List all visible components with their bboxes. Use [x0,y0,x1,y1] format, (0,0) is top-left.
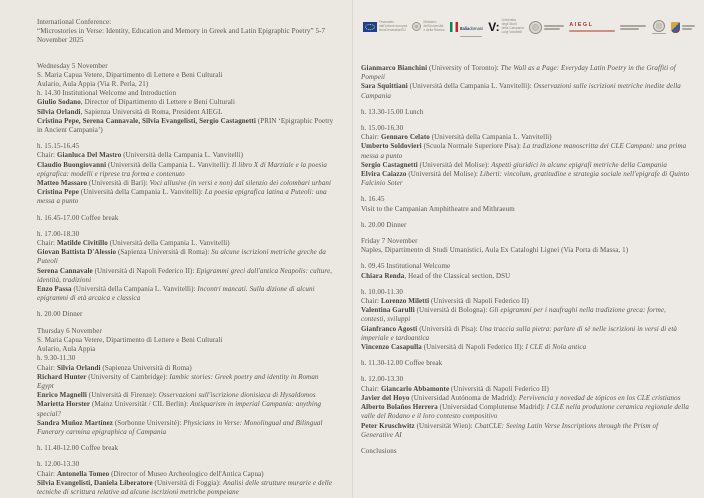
vanvitelli-university-logo: V: Università degli Studi della Campania Luigi Vanvitelli [488,18,524,34]
program-line [37,98,335,107]
mur-logo-text: Ministero [423,20,437,25]
program-line [361,447,692,456]
program-text-segment: La tradizione manoscritta dei CLE Campani: una prima messa a punto [361,142,687,160]
program-text-segment: , Head of the Classical section, DSU [404,271,511,280]
program-line [37,188,335,206]
program-text-segment: Gianluca Del Mastro [56,151,122,160]
program-line [37,248,335,266]
program-text-segment: Serena Cannavale [37,266,93,275]
program-text-segment: Vincenzo Casapulla [361,343,422,352]
program-line [361,272,692,281]
program-text-segment: (Università di Bologna): [414,306,490,315]
program-text-segment: Chair: [37,151,57,160]
program-block [361,288,692,352]
program-block [37,18,335,46]
program-text-segment: (Università della Campania L. Vanvitelli): [71,285,198,294]
program-text-segment: Liberti: vincolum, gratitudine e strategia sociale nell'epigrafe di Quinto Falcinio Soter [361,170,690,188]
program-text-segment: Chair: [361,133,381,142]
program-text-segment: , Sapienza Università di Roma, President AIEGL [80,107,223,116]
program-text-segment: (University of Cambridge): [86,372,170,381]
program-line [37,444,335,453]
museum-seal-logo [652,20,666,35]
program-text-segment: h. 20.00 Dinner [37,310,83,319]
program-text-segment: (Università della Campania L. Vanvitelli) [121,151,244,160]
program-text-segment: Una traccia sulla pietra: parlare di sé nelle iscrizioni in versi di età imperiale e tardoantica [361,324,678,342]
program-text-segment: Giancarlo Abbamonte [380,384,450,393]
institution-text-logo [620,24,646,30]
program-line [37,391,335,400]
program-text-segment: ChatCLE: Seeing Latin Verse Inscriptions through the Prism of Generative AI [361,421,659,439]
logo-strip [363,14,695,40]
program-text-segment: Incontri mancati. Sulla dizione di alcuni epigrammi di età arcaica e classica [37,285,315,303]
program-line [37,400,335,418]
program-line [361,262,692,271]
program-line [37,161,335,179]
program-line [37,80,335,89]
program-line [37,239,335,248]
program-line [37,354,335,363]
program-line [361,403,692,421]
program-block [37,230,335,304]
logo-text-bar [544,25,564,27]
logo-text-bar [620,25,646,27]
program-text-segment: (Università di Napoli Federico II): [92,266,197,275]
program-block [37,444,335,453]
program-line [361,142,692,160]
program-text-segment: La poesia epigrafica latina a Puteoli: una messa a punto [37,188,327,206]
program-line [37,364,335,373]
program-text-segment: Iambic stories: Greek poetry and identity in Roman Egypt [37,372,319,390]
program-text-segment: Chair: [361,384,381,393]
program-text-segment: (Università di Foggia): [152,478,223,487]
program-text-segment: , Director of Dipartimento di Lettere e Beni Culturali [80,98,236,107]
program-line [361,64,692,82]
aiegl-logo [569,22,615,31]
program-text-segment: I CLE di Nola antica [525,343,587,352]
program-text-segment: Javier del Hoyo [361,393,410,402]
program-text-segment: “Microstories in Verse: Identity, Education and Memory in Greek and Latin Epigraphic Poetry” 5-7 November 2025 [37,27,326,45]
program-text-segment: Silvia Evangelisti, Daniela Liberatore [37,478,153,487]
program-line [361,385,692,394]
program-text-segment: (Università della Campania L. Vanvitelli) [107,239,230,248]
program-text-segment: h. 13.30-15.00 Lunch [361,107,424,116]
program-block [361,124,692,188]
program-text-segment: Epigrammi greci dall'antica Neapolis: culture, identità, tradizioni [37,266,333,284]
program-text-segment: (Universidad Complutense Madrid): [437,403,547,412]
program-line [37,117,335,135]
program-text-segment: Wednesday 5 November [37,61,108,70]
program-text-segment: (Università della Campania L. Vanvitelli) [429,133,552,142]
program-text-segment: (Mainz Universität / CIL Berlin): [90,400,191,409]
program-text-segment: (Sapienza Università di Roma) [100,363,192,372]
museum-seal-icon [653,20,665,32]
program-text-segment: Enzo Passa [37,285,72,294]
university-seal-icon [529,21,542,34]
program-block [37,62,335,136]
program-column-right [361,64,692,456]
program-block [361,108,692,117]
program-block [361,237,692,255]
program-text-segment: Valentina Garulli [361,306,415,315]
program-text-segment: The Wall as a Page: Everyday Latin Poetry in the Graffiti of Pompeii [361,64,676,82]
program-text-segment: (Università di Napoli Federico II) [449,384,549,393]
program-line [361,237,692,246]
program-line [37,89,335,98]
program-text-segment: (Director of Museo Archeologico dell'Antica Capua) [109,469,264,478]
program-text-segment: Aulario, Aula Appia [37,345,96,354]
program-block [361,64,692,101]
program-block [37,327,335,437]
program-text-segment: (Università della Campania L. Vanvitelli): [78,188,205,197]
program-block [361,375,692,439]
program-line [361,205,692,214]
program-text-segment: Gennaro Celato [380,133,430,142]
program-text-segment: S. Maria Capua Vetere, Dipartimento di Lettere e Beni Culturali [37,335,223,344]
program-text-segment: Analisi delle strutture murarie e delle tecniche di scrittura relative ad alcune iscrizioni metriche pompeiane [37,478,333,496]
eu-flag-icon [363,22,377,32]
program-line [37,479,335,497]
program-line [361,221,692,230]
program-line [37,470,335,479]
program-line [37,327,335,336]
program-text-segment: Sergio Castagnetti [361,160,418,169]
program-text-segment: Chair: [37,363,57,372]
program-text-segment: Giulio Sodano [37,98,81,107]
program-text-segment: h. 12.00-13.30 [361,375,404,384]
program-text-segment: Antonella Tomeo [56,469,110,478]
program-block [361,221,692,230]
university-crest-logo [671,22,695,33]
program-text-segment: (Università di Napoli Federico II) [429,297,529,306]
vanvitelli-mark: V: [488,20,500,34]
program-text-segment: Osservazioni sulle iscrizioni metriche inedite della Campania [361,82,681,100]
program-text-segment: (Università della Campania L. Vanvitelli): [407,82,534,91]
program-line [361,325,692,343]
tricolor-flag-icon [450,22,458,32]
program-text-segment: h. 17.00-18.30 [37,229,80,238]
program-block [37,214,335,223]
program-line [37,373,335,391]
program-text-segment: Aspetti giuridici in alcune epigrafi metriche della Campania [491,160,667,169]
program-text-segment: Chiara Renda [361,271,405,280]
program-text-segment: (Università di Pisa): [417,324,480,333]
program-text-segment: h. 09.45 Institutional Welcome [361,262,451,271]
program-column-left [37,18,335,497]
program-line [37,108,335,117]
italiadomani-text: Italia [459,25,470,31]
program-text-segment: Silvia Orlandi [56,363,101,372]
program-line [361,422,692,440]
program-text-segment: Voci allusive (in versi e non) dal silenzio dei colombari urbani [149,179,332,188]
eu-funding-logo: Finanziato dall'Unione europea NextGenerationEU [363,21,407,32]
aiegl-subtext-bar [569,30,615,32]
program-text-segment: Sandra Muñoz Martínez [37,418,113,427]
program-text-segment: (Scuola Normale Superiore Pisa): [421,142,523,151]
program-text-segment: (Università del Molise): [406,170,480,179]
program-line [361,133,692,142]
program-text-segment: Claudio Buongiovanni [37,160,107,169]
italiadomani-logo: Italiadomani [450,17,483,38]
vanvitelli-logo-text: Università [501,18,516,23]
program-text-segment: Chair: [37,239,57,248]
program-text-segment: (Università di Napoli Federico II): [421,343,526,352]
program-text-segment: h. 11.30-12.00 Coffee break [361,359,443,368]
program-text-segment: h. 16.45-17.00 Coffee break [37,213,119,222]
program-text-segment: International Conference: [37,18,112,26]
program-text-segment: Richard Hunter [37,372,87,381]
program-line [37,267,335,285]
program-block [361,447,692,456]
program-text-segment: Antiquarism in imperial Campania: anything special? [37,400,322,418]
program-text-segment: Friday 7 November [361,237,418,246]
program-text-segment: (University of Toronto): [427,64,501,72]
program-line [361,161,692,170]
program-text-segment: (PRIN ‘Epigraphic Poetry in Ancient Campania’) [37,116,334,135]
program-text-segment: h. 10.00-11.30 [361,287,403,296]
program-text-segment: Visit to the Campanian Amphitheatre and Mithraeum [361,204,515,213]
program-text-segment: Naples, Dipartimento di Studi Umanistici, Aula Ex Cataloghi Lignei (Via Porta di Massa, 1) [361,246,629,255]
program-text-segment: I CLE nella produzione ceramica regionale della valle del Rodano e il loro contesto compositivo [361,403,689,421]
program-line [37,142,335,151]
program-text-segment: Silvia Orlandi [37,107,81,116]
program-text-segment: Chair: [361,297,381,306]
program-text-segment: Gianfranco Agosti [361,324,418,333]
program-text-segment: h. 15.15-16.45 [37,142,80,151]
program-line [37,27,335,45]
program-text-segment: S. Maria Capua Vetere, Dipartimento di Lettere e Beni Culturali [37,70,223,79]
program-text-segment: Enrico Magnelli [37,391,87,400]
program-text-segment: Umberto Soldovieri [361,142,422,151]
program-text-segment: Thursday 6 November [37,326,102,335]
program-line [37,345,335,354]
program-block [361,195,692,213]
program-line [361,306,692,324]
program-text-segment: (Università di Bari): [87,179,150,188]
eu-logo-text: Finanziato [379,20,394,25]
ministry-university-research-logo: Ministero dell'Università e della Ricerca [412,21,444,32]
program-line [361,246,692,255]
program-text-segment: Physicians in Verse: Monolingual and Bilingual Funerary carmina epigraphica of Campania [37,418,323,436]
program-block [361,262,692,280]
program-text-segment: Pervivencia y novedad de tópicos en los CLE cristianos [518,393,681,402]
program-text-segment: Cristina Pepe, Serena Cannavale, Silvia Evangelisti, Sergio Castagnetti [37,116,256,125]
program-line [361,394,692,403]
program-line [37,214,335,223]
program-text-segment: Elvira Caiazzo [361,170,407,179]
program-text-segment: Gli epigrammi per i naufraghi nella tradizione greca: forme, contesti, sviluppi [361,306,666,324]
university-seal-logo [529,21,564,34]
program-line [361,124,692,133]
program-line [37,179,335,188]
crest-icon [671,22,680,33]
program-line [37,336,335,345]
program-text-segment: Chair: [37,469,57,478]
program-line [37,310,335,319]
program-text-segment: (Università del Molise): [417,160,492,169]
program-text-segment: Sara Squittiani [361,82,408,91]
program-text-segment: Aulario, Aula Appia (Via R. Perla, 21) [37,80,149,89]
program-line [361,375,692,384]
program-line [361,82,692,100]
program-text-segment: h. 9.30-11.30 [37,354,76,363]
program-text-segment: h. 12.00-13.30 [37,460,80,469]
program-line [361,297,692,306]
program-block [37,142,335,206]
program-line [37,71,335,80]
program-text-segment: Il libro X di Marziale e la poesia epigrafica: modelli e riprese tra forma e contenuto [37,160,327,178]
program-line [361,195,692,204]
program-block [37,310,335,319]
program-text-segment: (Sapienza Università di Roma): [116,248,212,257]
program-text-segment: h. 16.45 [361,195,385,204]
aiegl-text: AIEGL [569,22,594,29]
program-text-segment: h. 11.40-12.00 Coffee break [37,444,119,453]
program-line [361,359,692,368]
program-text-segment: Giovan Battista D'Alessio [37,248,117,257]
program-text-segment: h. 20.00 Dinner [361,220,407,229]
program-text-segment: Su alcune iscrizioni metriche greche da Puteoli [37,248,326,266]
program-text-segment: Lorenzo Miletti [380,297,430,306]
program-line [37,18,335,27]
program-block [37,460,335,497]
page-right [352,0,704,498]
program-line [37,151,335,160]
program-text-segment: Matteo Massaro [37,179,88,188]
program-text-segment: h. 14.30 Institutional Welcome and Introduction [37,89,177,98]
program-text-segment: Cristina Pepe [37,188,79,197]
program-line [361,108,692,117]
program-text-segment: Matilde Civitillo [56,239,108,248]
program-line [37,230,335,239]
program-line [361,170,692,188]
program-line [37,419,335,437]
program-block [361,359,692,368]
program-text-segment: (Universität Wien): [414,421,475,430]
program-line [37,62,335,71]
program-text-segment: Conclusions [361,446,397,455]
program-line [361,288,692,297]
program-text-segment: (Università di Firenze): [86,391,159,400]
program-text-segment: Peter Kruschwitz [361,421,415,430]
program-text-segment: (Universidad Autónoma de Madrid): [409,393,519,402]
program-line [361,343,692,352]
program-text-segment: (Università della Campania L. Vanvitelli): [106,160,232,169]
program-line [37,285,335,303]
italian-republic-emblem-icon [412,22,421,31]
program-text-segment: Alberto Bolaños Herrera [361,403,438,412]
logo-subtext-bar [460,36,482,38]
program-text-segment: (Sorbonne Université): [112,418,184,427]
program-text-segment: h. 15.00-16.30 [361,124,404,133]
program-line [37,460,335,469]
program-text-segment: Osservazioni sull'iscrizione dionisiaca di Hysaldomos [158,391,316,400]
program-text-segment: Marietta Horster [37,400,91,409]
program-text-segment: Gianmarco Bianchini [361,64,428,72]
